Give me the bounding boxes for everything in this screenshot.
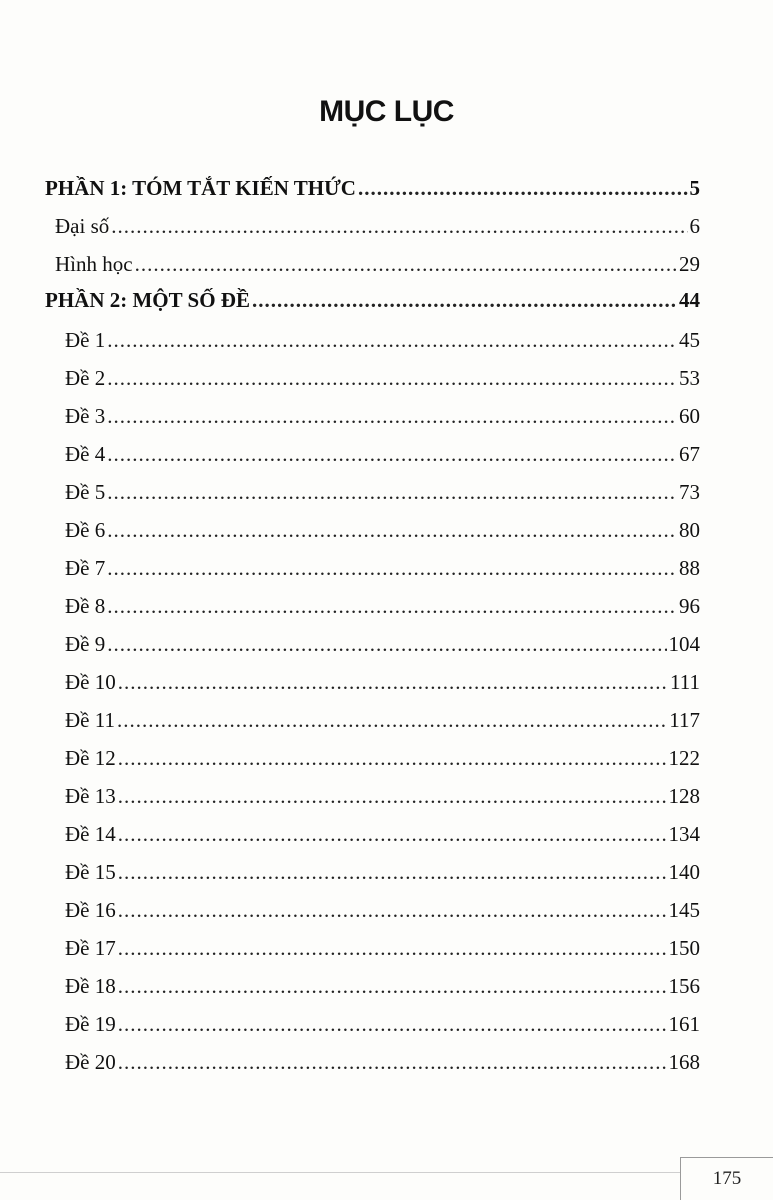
toc-page-number: 5	[689, 176, 700, 200]
toc-section-label: Đề 12	[65, 746, 116, 770]
leader-dots	[118, 934, 667, 962]
toc-page-number: 117	[669, 708, 700, 732]
leader-dots	[107, 440, 677, 468]
toc-part-label: PHẦN 1: TÓM TẮT KIẾN THỨC	[45, 176, 356, 200]
toc-section-de-2[interactable]	[65, 364, 700, 392]
toc-page-number: 73	[679, 480, 700, 504]
toc-section-de-18[interactable]	[65, 972, 700, 1000]
toc-section-label: Đề 1	[65, 328, 106, 352]
page-title: MỤC LỤC	[319, 95, 454, 128]
toc-page-number: 53	[679, 366, 700, 390]
toc-page-number: 104	[668, 632, 700, 656]
leader-dots	[358, 174, 688, 202]
toc-section-label: Đề 10	[65, 670, 116, 694]
toc-page-number: 67	[679, 442, 700, 466]
toc-part-label: PHẦN 2: MỘT SỐ ĐỀ	[45, 288, 250, 312]
toc-page-number: 168	[668, 1050, 700, 1074]
toc-section-label: Đề 9	[65, 632, 106, 656]
toc-section-de-3[interactable]	[65, 402, 700, 430]
toc-section-de-13[interactable]	[65, 782, 700, 810]
leader-dots	[118, 858, 667, 886]
toc-section-label: Đề 17	[65, 936, 116, 960]
leader-dots	[252, 286, 677, 314]
toc-page-number: 44	[679, 288, 700, 312]
toc-page-number: 88	[679, 556, 700, 580]
toc-section-de-15[interactable]	[65, 858, 700, 886]
toc-section-de-5[interactable]	[65, 478, 700, 506]
toc-section-de-14[interactable]	[65, 820, 700, 848]
toc-page-number: 122	[668, 746, 700, 770]
leader-dots	[117, 706, 667, 734]
toc-section-label: Đề 3	[65, 404, 106, 428]
toc-page-number: 128	[668, 784, 700, 808]
leader-dots	[118, 744, 667, 772]
toc-section-de-8[interactable]	[65, 592, 700, 620]
toc-section-label: Đề 2	[65, 366, 106, 390]
leader-dots	[111, 212, 687, 240]
toc-section-hinh-hoc[interactable]	[55, 250, 700, 278]
toc-section-label: Đề 4	[65, 442, 106, 466]
toc-page-number: 150	[668, 936, 700, 960]
toc-section-dai-so[interactable]	[55, 212, 700, 240]
toc-section-label: Đề 16	[65, 898, 116, 922]
toc-section-label: Đề 15	[65, 860, 116, 884]
toc-section-de-11[interactable]	[65, 706, 700, 734]
toc-page-number: 156	[668, 974, 700, 998]
leader-dots	[118, 668, 668, 696]
toc-section-label: Hình học	[55, 252, 133, 276]
leader-dots	[107, 478, 677, 506]
leader-dots	[118, 972, 667, 1000]
toc-section-label: Đề 18	[65, 974, 116, 998]
toc-section-label: Đề 8	[65, 594, 106, 618]
leader-dots	[118, 1010, 667, 1038]
toc-page-number: 145	[668, 898, 700, 922]
toc-section-label: Đề 7	[65, 556, 106, 580]
leader-dots	[107, 592, 677, 620]
toc-section-de-17[interactable]	[65, 934, 700, 962]
toc-page-number: 29	[679, 252, 700, 276]
leader-dots	[107, 554, 677, 582]
toc-page-number: 96	[679, 594, 700, 618]
toc-page-number: 80	[679, 518, 700, 542]
toc-section-label: Đề 6	[65, 518, 106, 542]
toc-page-number: 134	[668, 822, 700, 846]
leader-dots	[107, 630, 666, 658]
leader-dots	[118, 782, 667, 810]
toc-page-number: 140	[668, 860, 700, 884]
toc-section-de-10[interactable]	[65, 668, 700, 696]
toc-section-label: Đề 11	[65, 708, 115, 732]
toc-part-2[interactable]	[45, 286, 700, 314]
toc-page-number: 6	[689, 214, 700, 238]
toc-section-label: Đề 20	[65, 1050, 116, 1074]
leader-dots	[107, 364, 677, 392]
toc-section-de-4[interactable]	[65, 440, 700, 468]
toc-section-de-20[interactable]	[65, 1048, 700, 1076]
footer-divider	[0, 1172, 680, 1173]
toc-page-number: 45	[679, 328, 700, 352]
leader-dots	[118, 1048, 667, 1076]
leader-dots	[107, 516, 677, 544]
leader-dots	[107, 402, 677, 430]
toc-section-de-12[interactable]	[65, 744, 700, 772]
toc-part-1[interactable]	[45, 174, 700, 202]
leader-dots	[135, 250, 677, 278]
toc-page-number: 161	[668, 1012, 700, 1036]
leader-dots	[107, 326, 677, 354]
toc-section-label: Đề 5	[65, 480, 106, 504]
toc-section-label: Đề 19	[65, 1012, 116, 1036]
toc-section-de-7[interactable]	[65, 554, 700, 582]
page-number: 175	[680, 1157, 773, 1200]
toc-section-de-6[interactable]	[65, 516, 700, 544]
toc-page-number: 60	[679, 404, 700, 428]
leader-dots	[118, 896, 667, 924]
toc-section-label: Đại số	[55, 214, 110, 238]
toc-section-de-19[interactable]	[65, 1010, 700, 1038]
toc-section-label: Đề 14	[65, 822, 116, 846]
toc-section-de-9[interactable]	[65, 630, 700, 658]
toc-section-de-1[interactable]	[65, 326, 700, 354]
leader-dots	[118, 820, 667, 848]
toc-section-label: Đề 13	[65, 784, 116, 808]
toc-page-number: 111	[670, 670, 700, 694]
toc-section-de-16[interactable]	[65, 896, 700, 924]
